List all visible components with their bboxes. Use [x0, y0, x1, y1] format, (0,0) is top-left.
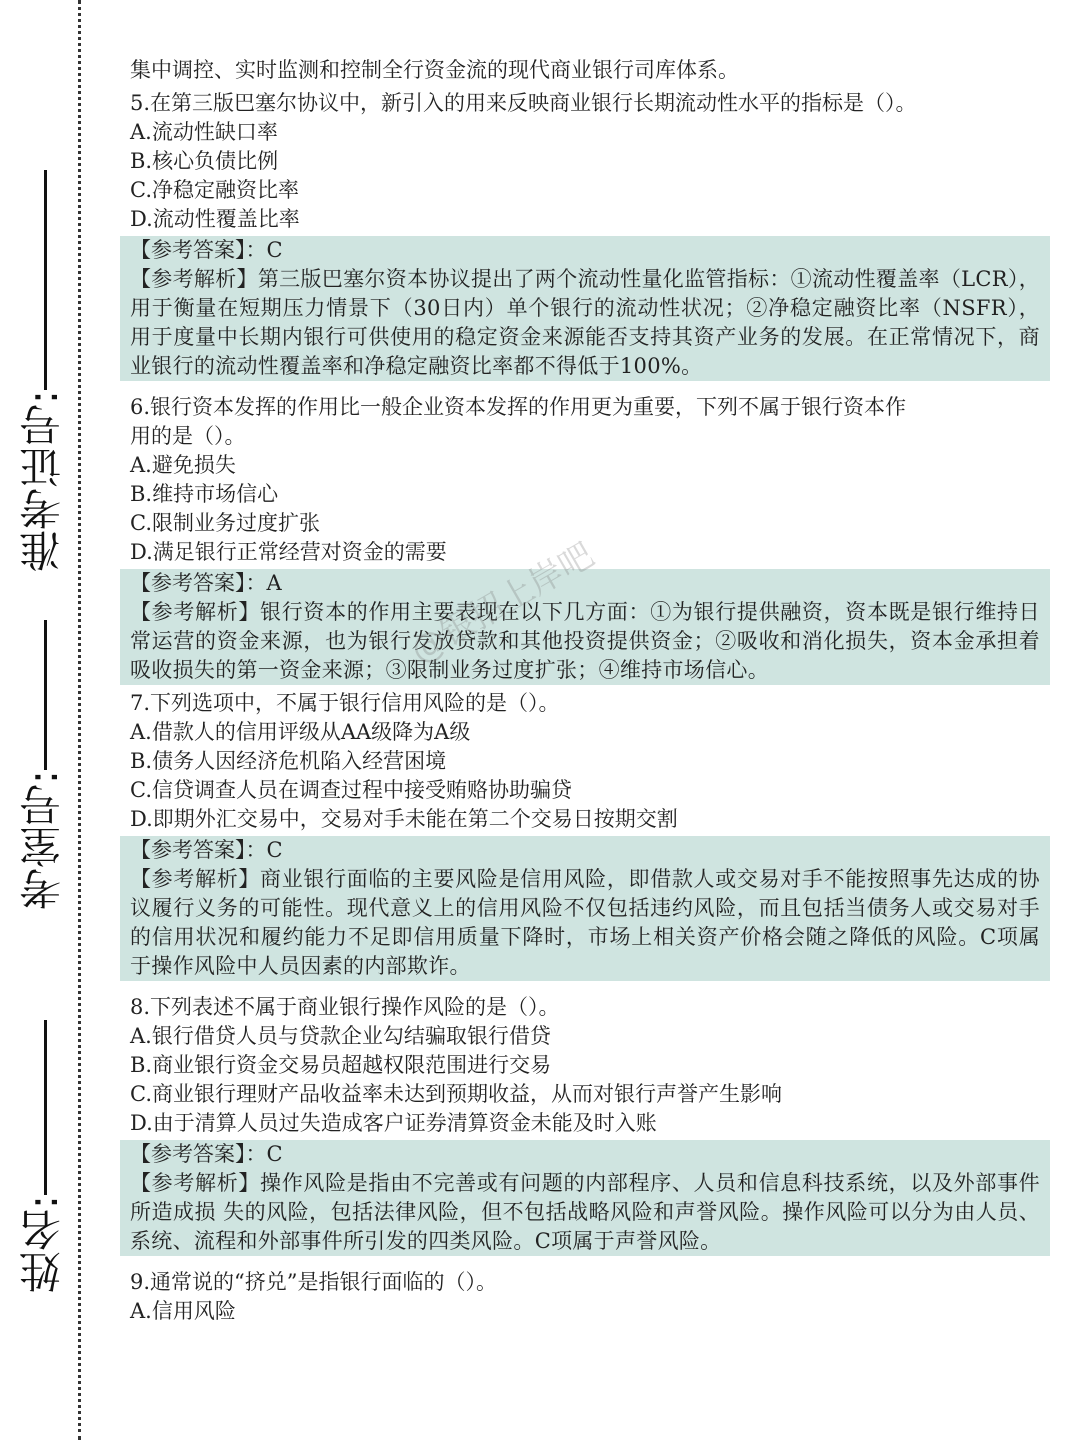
- explanation: 【参考解析】银行资本的作用主要表现在以下几方面：①为银行提供融资，资本既是银行维持日常运营的资金来源，也为银行发放贷款和其他投资提供资金；②吸收和消化损失，资本金承担着吸收损失的第一资金来源；③限制业务过度扩张；④维持市场信心。: [130, 600, 1040, 682]
- option-d: D.由于清算人员过失造成客户证券清算资金未能及时入账: [130, 1111, 657, 1135]
- option-b: B.商业银行资金交易员超越权限范围进行交易: [130, 1053, 552, 1077]
- option-c: C.限制业务过度扩张: [130, 511, 320, 535]
- exam-id-label: 准考证号:: [18, 390, 67, 573]
- explanation: 【参考解析】商业银行面临的主要风险是信用风险，即借款人或交易对手不能按照事先达成的协议履行义务的可能性。现代意义上的信用风险不仅包括违约风险，而且包括当债务人或交易对手的信用状况和履约能力不足即信用质量下降时，市场上相关资产价格会随之降低的风险。C项属于操作风险中人员因素的内部欺诈。: [130, 867, 1040, 978]
- option-a: A.流动性缺口率: [130, 120, 278, 144]
- option-a: A.银行借贷人员与贷款企业勾结骗取银行借贷: [130, 1024, 551, 1048]
- option-d: D.即期外汇交易中，交易对手未能在第二个交易日按期交割: [130, 807, 678, 831]
- name-underline: [44, 1020, 47, 1195]
- answer-box: [120, 836, 1050, 981]
- option-b: B.核心负债比例: [130, 149, 279, 173]
- intro-line: 集中调控、实时监测和控制全行资金流的现代商业银行司库体系。: [130, 58, 739, 82]
- answer-box: [120, 236, 1050, 381]
- option-a: A.避免损失: [130, 453, 236, 477]
- exam-room-underline: [44, 620, 47, 770]
- exam-room-field: [0, 620, 90, 910]
- exam-id-underline: [44, 170, 47, 390]
- option-c: C.净稳定融资比率: [130, 178, 299, 202]
- answer-box: [120, 569, 1050, 685]
- option-d: D.流动性覆盖比率: [130, 207, 300, 231]
- question-stem: 5.在第三版巴塞尔协议中，新引入的用来反映商业银行长期流动性水平的指标是（）。: [130, 91, 917, 115]
- option-d: D.满足银行正常经营对资金的需要: [130, 540, 447, 564]
- option-c: C.商业银行理财产品收益率未达到预期收益，从而对银行声誉产生影响: [130, 1082, 782, 1106]
- binding-margin: [0, 0, 82, 1440]
- question-7: [120, 689, 1050, 981]
- option-a: A.信用风险: [130, 1299, 236, 1323]
- option-a: A.借款人的信用评级从AA级降为A级: [130, 720, 471, 744]
- exam-room-label: 考室号:: [18, 770, 67, 911]
- question-stem-cont: 用的是（）。: [130, 424, 246, 448]
- answer-line: 【参考答案】：C: [130, 838, 283, 862]
- watermark: @银招上岸吧: [404, 534, 601, 672]
- question-stem: 9.通常说的“挤兑”是指银行面临的（）。: [130, 1270, 498, 1294]
- question-5: [120, 89, 1050, 381]
- name-label: 姓名:: [18, 1195, 67, 1294]
- question-8: [120, 993, 1050, 1256]
- option-c: C.信贷调查人员在调查过程中接受贿赂协助骗贷: [130, 778, 572, 802]
- question-stem: 7.下列选项中，不属于银行信用风险的是（）。: [130, 691, 560, 715]
- question-content: [120, 56, 1050, 1326]
- question-6: [120, 393, 1050, 685]
- explanation: 【参考解析】操作风险是指由不完善或有问题的内部程序、人员和信息科技系统，以及外部事件所造成损 失的风险，包括法律风险，但不包括战略风险和声誉风险。操作风险可以分为由人员、系统、流程和外部事件所引发的四类风险。C项属于声誉风险。: [130, 1171, 1040, 1253]
- answer-line: 【参考答案】：C: [130, 238, 283, 262]
- answer-line: 【参考答案】：C: [130, 1142, 283, 1166]
- exam-id-field: [0, 170, 90, 572]
- explanation: 【参考解析】第三版巴塞尔资本协议提出了两个流动性量化监管指标：①流动性覆盖率（LCR），用于衡量在短期压力情景下（30日内）单个银行的流动性状况；②净稳定融资比率（NSFR），用于度量中长期内银行可供使用的稳定资金来源能否支持其资产业务的发展。在正常情况下，商业银行的流动性覆盖率和净稳定融资比率都不得低于100%。: [130, 267, 1040, 378]
- name-field: [0, 1020, 90, 1293]
- cut-line: [78, 0, 81, 1440]
- option-b: B.维持市场信心: [130, 482, 279, 506]
- question-stem: 8.下列表述不属于商业银行操作风险的是（）。: [130, 995, 560, 1019]
- answer-box: [120, 1140, 1050, 1256]
- answer-line: 【参考答案】：A: [130, 571, 282, 595]
- option-b: B.债务人因经济危机陷入经营困境: [130, 749, 447, 773]
- question-9: [120, 1268, 1050, 1326]
- question-stem: 6.银行资本发挥的作用比一般企业资本发挥的作用更为重要，下列不属于银行资本作: [130, 395, 907, 419]
